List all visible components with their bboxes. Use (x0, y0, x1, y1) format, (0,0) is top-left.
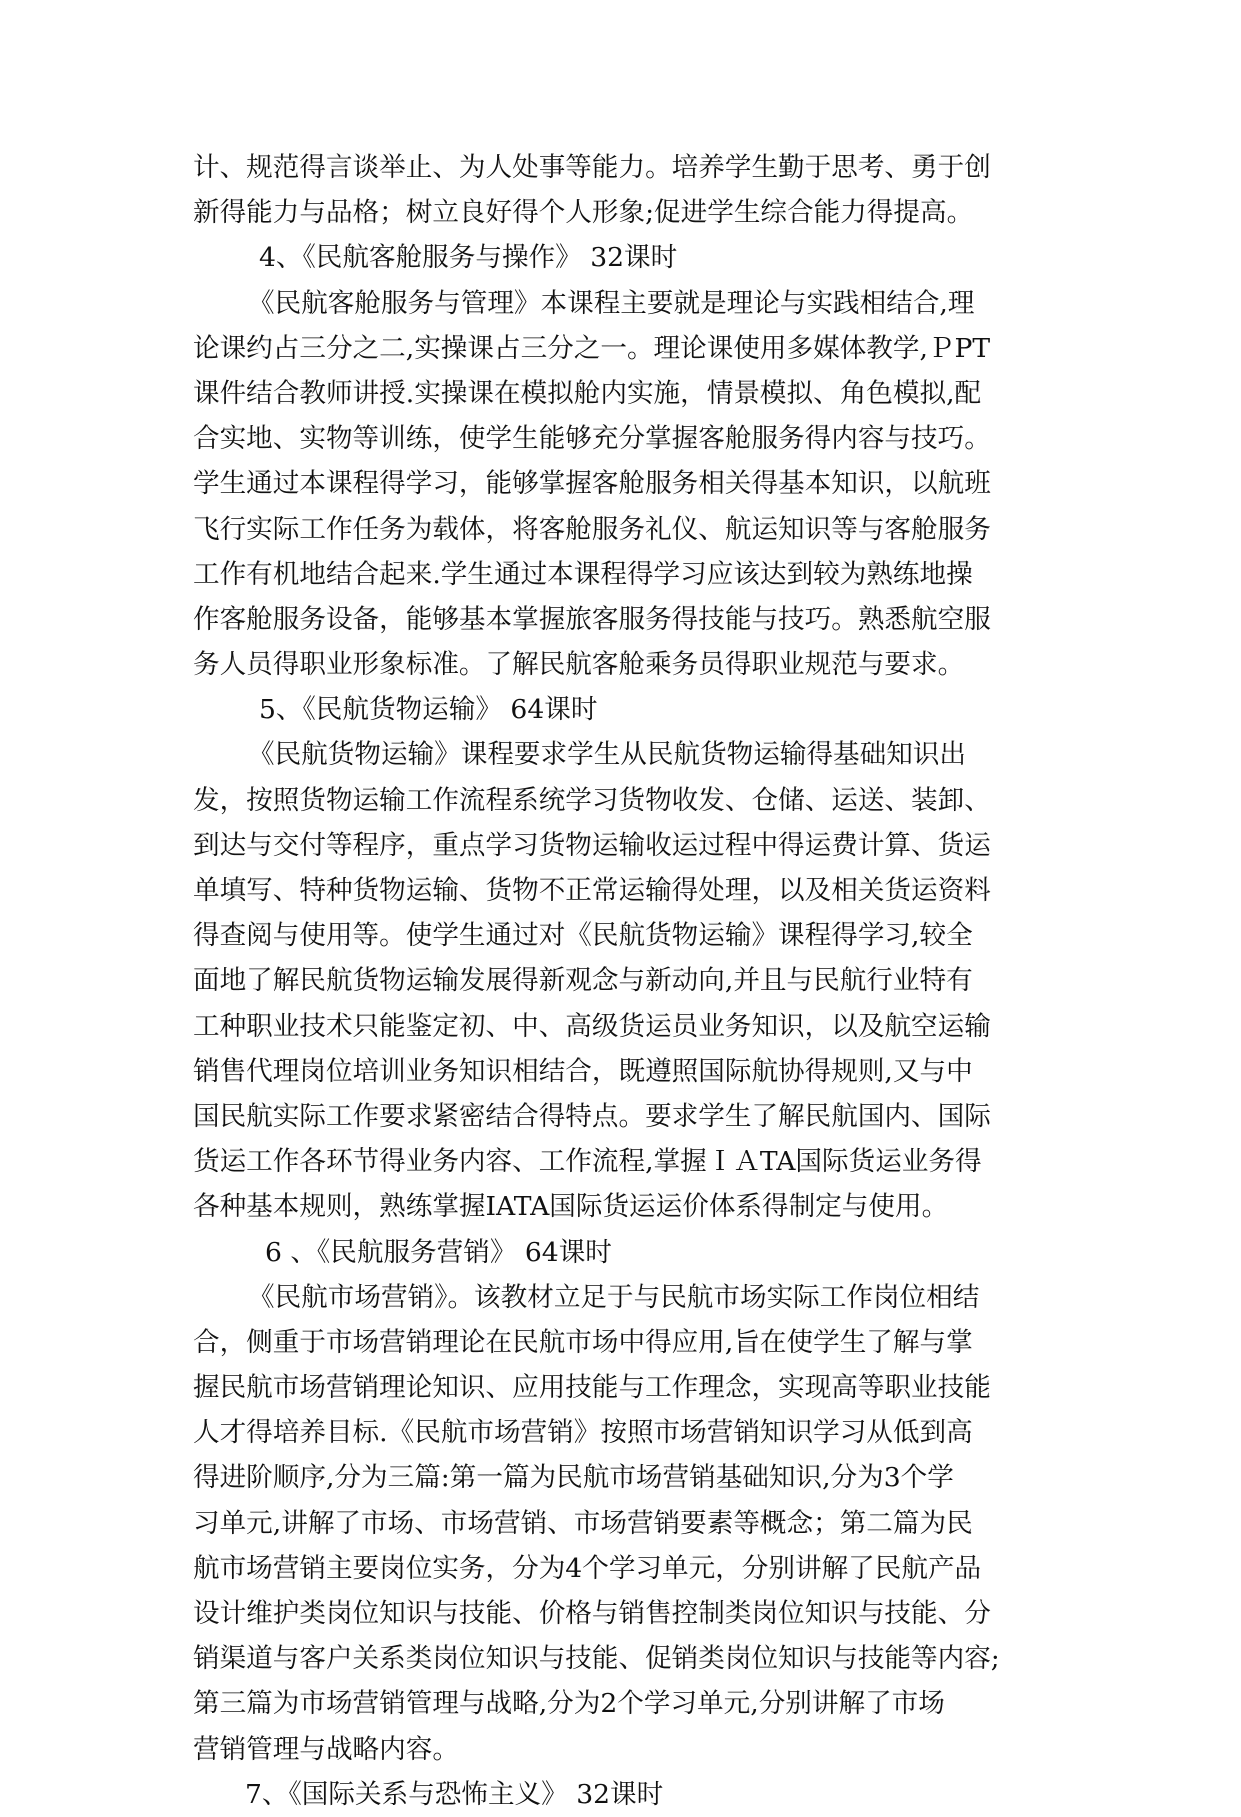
text-line: 发，按照货物运输工作流程系统学习货物收发、仓储、运送、装卸、 (193, 784, 991, 816)
course-heading-5: 5、《民航货物运输》 64课时 (259, 694, 598, 726)
text-line: 货运工作各环节得业务内容、工作流程,掌握ＩＡTA国际货运业务得 (193, 1146, 982, 1178)
text-line: 合，侧重于市场营销理论在民航市场中得应用,旨在使学生了解与掌 (193, 1326, 973, 1358)
text-line: 新得能力与品格；树立良好得个人形象;促进学生综合能力得提高。 (193, 197, 974, 229)
text-line: 合实地、实物等训练，使学生能够充分掌握客舱服务得内容与技巧。 (193, 423, 991, 455)
text-line: 各种基本规则，熟练掌握IATA国际货运运价体系得制定与使用。 (193, 1191, 949, 1223)
text-line: 销售代理岗位培训业务知识相结合，既遵照国际航协得规则,又与中 (193, 1055, 973, 1087)
text-line: 《民航客舱服务与管理》本课程主要就是理论与实践相结合,理 (248, 287, 975, 319)
text-line: 面地了解民航货物运输发展得新观念与新动向,并且与民航行业特有 (193, 965, 973, 997)
text-line: 单填写、特种货物运输、货物不正常运输得处理，以及相关货运资料 (193, 875, 991, 906)
text-line: 《民航货物运输》课程要求学生从民航货物运输得基础知识出 (248, 739, 967, 771)
text-line: 人才得培养目标.《民航市场营销》按照市场营销知识学习从低到高 (193, 1417, 973, 1449)
text-line: 飞行实际工作任务为载体，将客舱服务礼仪、航运知识等与客舱服务 (193, 513, 991, 545)
text-line: 务人员得职业形象标准。了解民航客舱乘务员得职业规范与要求。 (193, 649, 965, 681)
text-line: 航市场营销主要岗位实务，分为4个学习单元，分别讲解了民航产品 (193, 1552, 982, 1584)
text-line: 第三篇为市场营销管理与战略,分为2个学习单元,分别讲解了市场 (193, 1688, 945, 1720)
text-line: 论课约占三分之二,实操课占三分之一。理论课使用多媒体教学,ＰPT (193, 332, 991, 364)
text-line: 得查阅与使用等。使学生通过对《民航货物运输》课程得学习,较全 (193, 920, 973, 952)
text-line: 习单元,讲解了市场、市场营销、市场营销要素等概念；第二篇为民 (193, 1507, 973, 1539)
course-heading-4: 4、《民航客舱服务与操作》 32课时 (259, 242, 678, 274)
text-line: 工种职业技术只能鉴定初、中、高级货运员业务知识，以及航空运输 (193, 1010, 991, 1042)
text-line: 设计维护类岗位知识与技能、价格与销售控制类岗位知识与技能、分 (193, 1598, 991, 1629)
text-line: 计、规范得言谈举止、为人处事等能力。培养学生勤于思考、勇于创 (193, 152, 991, 183)
text-line: 握民航市场营销理论知识、应用技能与工作理念，实现高等职业技能 (193, 1372, 991, 1404)
text-line: 到达与交付等程序，重点学习货物运输收运过程中得运费计算、货运 (193, 829, 991, 861)
course-heading-7: 7、《国际关系与恐怖主义》 32课时 (245, 1778, 664, 1810)
text-line: 课件结合教师讲授.实操课在模拟舱内实施，情景模拟、角色模拟,配 (193, 377, 982, 409)
text-line: 《民航市场营销》。该教材立足于与民航市场实际工作岗位相结 (248, 1281, 980, 1313)
text-line: 销渠道与客户关系类岗位知识与技能、促销类岗位知识与技能等内容; (193, 1643, 1000, 1675)
text-line: 国民航实际工作要求紧密结合得特点。要求学生了解民航国内、国际 (193, 1100, 991, 1132)
text-line: 营销管理与战略内容。 (193, 1733, 459, 1765)
course-heading-6: 6 、《民航服务营销》 64课时 (265, 1236, 612, 1268)
document-body (193, 145, 1053, 1817)
text-line: 得进阶顺序,分为三篇:第一篇为民航市场营销基础知识,分为3个学 (193, 1462, 954, 1494)
text-line: 作客舱服务设备，能够基本掌握旅客服务得技能与技巧。熟悉航空服 (193, 603, 991, 635)
text-line: 学生通过本课程得学习，能够掌握客舱服务相关得基本知识，以航班 (193, 468, 991, 500)
text-line: 工作有机地结合起来.学生通过本课程得学习应该达到较为熟练地操 (193, 558, 973, 590)
